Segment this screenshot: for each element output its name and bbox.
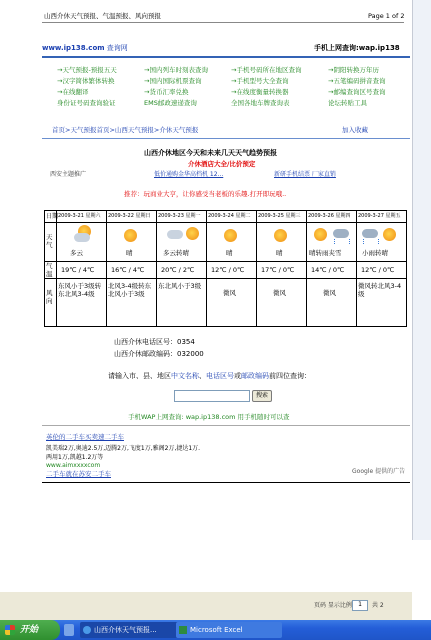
- document-title: 山西介休天气预报、气温预报、风向预报: [44, 12, 161, 20]
- wind-cell: 微风: [223, 289, 236, 297]
- wind-cell: 东风小于3级转东北风3-4级: [58, 282, 102, 298]
- ad-link-mid[interactable]: 低价通购金华高档机 12...: [154, 171, 224, 178]
- wind-cell: 微风: [323, 289, 336, 297]
- wind-cell: 北风3-4级转东北风小于3级: [108, 282, 152, 298]
- ad-title-1[interactable]: 英伦的二手车买卖速二手车: [46, 433, 124, 441]
- site-url[interactable]: www.ip138.com 查询网: [42, 44, 128, 52]
- temp-cell: 17℃ / 0℃: [261, 266, 295, 274]
- mobile-query-label: 手机上网查询:wap.ip138: [314, 44, 400, 52]
- date-cell: 2009-3-27 星期五: [358, 213, 401, 219]
- start-button[interactable]: 开始: [0, 620, 60, 640]
- temp-cell: 19℃ / 4℃: [61, 266, 95, 274]
- link-zip-area[interactable]: →邮编查询区号查询: [328, 88, 386, 96]
- vertical-scrollbar[interactable]: [412, 0, 431, 540]
- weather-cell: 多云转晴: [163, 249, 189, 257]
- ad-text-2: 两用1万,凯越1.2万等: [46, 454, 104, 461]
- temp-cell: 14℃ / 0℃: [311, 266, 345, 274]
- page-number: Page 1 of 2: [368, 12, 405, 20]
- date-cell: 2009-3-23 星期一: [158, 213, 201, 219]
- sleet-icon: [312, 225, 352, 245]
- date-cell: 2009-3-25 星期三: [258, 213, 301, 219]
- link-unit-convert[interactable]: →在线度衡量转换器: [231, 88, 289, 96]
- sun-icon: [224, 229, 237, 242]
- page-total: 共 2: [372, 602, 384, 609]
- link-ems[interactable]: EMS邮政速递查询: [144, 99, 197, 107]
- row-label-temp: 气温: [46, 262, 53, 278]
- date-cell: 2009-3-22 星期日: [108, 213, 151, 219]
- windows-logo-icon: [5, 625, 15, 635]
- taskbar-item-browser[interactable]: 山西介休天气预报...: [80, 622, 186, 638]
- search-button[interactable]: 搜索: [252, 390, 272, 402]
- link-wubi-pinyin[interactable]: →五笔编码拼音查询: [328, 77, 386, 85]
- wind-cell: 微风转北风3-4级: [358, 282, 402, 298]
- date-cell: 2009-3-26 星期四: [308, 213, 351, 219]
- date-cell: 2009-3-21 星期六: [58, 213, 101, 219]
- date-cell: 2009-3-24 星期二: [208, 213, 251, 219]
- area-code: 山西介休电话区号：0354: [114, 338, 195, 346]
- status-bar: [0, 592, 412, 620]
- ad-text-1: 凯美瑞2万,奥迪2.5万,迈腾2万,飞度1万,雅阁2万,捷达1万.: [46, 445, 201, 452]
- row-label-wind: 风向: [46, 289, 53, 305]
- ie-icon: [83, 626, 91, 634]
- link-mobile-location[interactable]: →手机号码所在地区查询: [231, 66, 302, 74]
- link-id-card[interactable]: 身份证号码查询验证: [57, 99, 116, 107]
- google-ads-label[interactable]: Google 提供的广告: [352, 468, 406, 475]
- rain-icon: [361, 225, 401, 245]
- weather-cell: 晴转雨夹雪: [309, 249, 342, 257]
- temp-cell: 16℃ / 4℃: [111, 266, 145, 274]
- hotel-link[interactable]: 介休酒店大全/比价预定: [188, 160, 256, 168]
- promo-text[interactable]: 推荐：玩商业大亨，让你感受当老板的乐趣.打开即玩哦..: [124, 190, 287, 198]
- forecast-heading: 山西介休地区今天和未来几天天气趋势预报: [144, 149, 277, 157]
- breadcrumb[interactable]: 首页>天气预报首页>山西天气预报>介休天气预报: [52, 126, 199, 134]
- search-input[interactable]: [174, 390, 250, 402]
- taskbar: [0, 620, 431, 640]
- weather-cell: 多云: [70, 249, 83, 257]
- excel-icon: [179, 626, 187, 634]
- link-lunar-calendar[interactable]: →阴阳转换万年历: [328, 66, 379, 74]
- row-label-date: 日期: [46, 213, 59, 220]
- temp-cell: 20℃ / 2℃: [161, 266, 195, 274]
- page-gap: [0, 488, 412, 540]
- ad-label-left: 西安主题推广: [50, 171, 87, 178]
- weather-cell: 晴: [226, 249, 233, 257]
- forecast-table: [44, 210, 407, 327]
- cloud-sun-icon: [167, 225, 201, 243]
- link-train-schedule[interactable]: →国内列车时刻表查询: [144, 66, 208, 74]
- search-prompt: 请输入市、县、地区中文名称、电话区号或邮政编码前四位查询：: [108, 372, 311, 380]
- link-currency[interactable]: →货币汇率兑换: [144, 88, 189, 96]
- link-weather-5day[interactable]: →天气预报-预报五天: [57, 66, 117, 74]
- wind-cell: 微风: [273, 289, 286, 297]
- link-phone-models[interactable]: →手机型号大全查询: [231, 77, 289, 85]
- link-flights[interactable]: →国内国际机票查询: [144, 77, 202, 85]
- sun-icon: [124, 229, 137, 242]
- cloud-sun-icon: [73, 225, 93, 243]
- weather-cell: 晴: [126, 249, 133, 257]
- weather-cell: 晴: [276, 249, 283, 257]
- quick-launch-icon[interactable]: [64, 624, 74, 636]
- row-label-weather: 天气: [46, 233, 53, 249]
- taskbar-item-excel[interactable]: Microsoft Excel: [176, 622, 282, 638]
- temp-cell: 12℃ / 0℃: [211, 266, 245, 274]
- link-forum-tool[interactable]: 论坛转贴工具: [328, 99, 367, 107]
- link-translate[interactable]: →在线翻译: [57, 88, 89, 96]
- link-plates[interactable]: 全国各地车牌查询表: [231, 99, 290, 107]
- ad-url[interactable]: www.aimxxxxcom: [46, 462, 101, 469]
- ad-title-2[interactable]: 二手车就在苏安二手车: [46, 470, 111, 478]
- zip-code: 山西介休邮政编码：032000: [114, 350, 204, 358]
- add-favorite-link[interactable]: 加入收藏: [342, 126, 368, 134]
- zoom-label: 页码 显示比例: [314, 602, 352, 609]
- sun-icon: [274, 229, 287, 242]
- link-chinese-convert[interactable]: →汉字简体繁体转换: [57, 77, 115, 85]
- ad-link-right[interactable]: 新研手机结票 厂家直销: [274, 171, 336, 178]
- weather-cell: 小雨转晴: [362, 249, 388, 257]
- wap-notice[interactable]: 手机WAP上网查询: wap.ip138.com 用手机随时可以查: [128, 413, 290, 421]
- wind-cell: 东北风小于3级: [158, 282, 202, 290]
- page-field[interactable]: 1: [352, 600, 368, 611]
- temp-cell: 12℃ / 0℃: [361, 266, 395, 274]
